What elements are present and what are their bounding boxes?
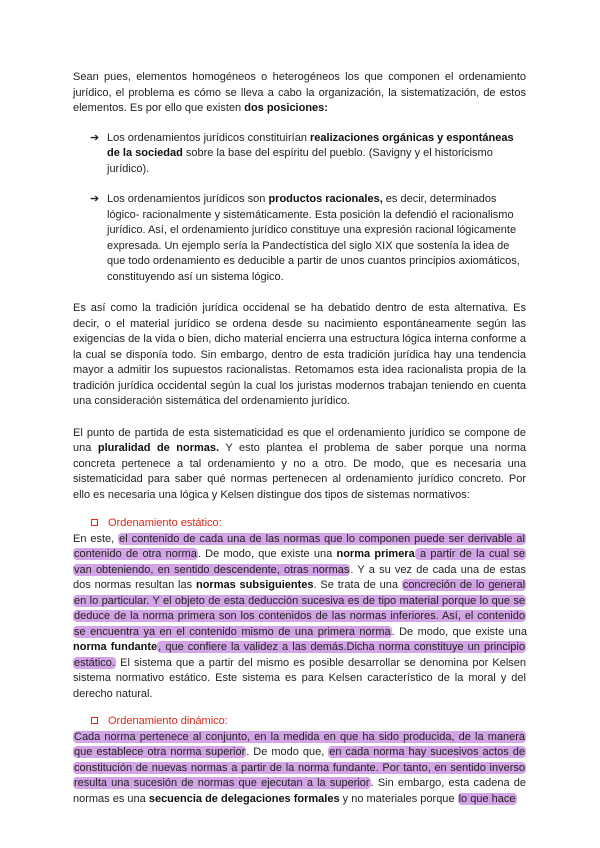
list-item: ➔ Los ordenamientos jurídicos son productos racionales, es decir, determinados lógico- racionalmente y sistemáticamente. Esta posición la defendió el racionalismo jurídico. Así, el ordenamiento jurídico constituye una expresión racional lógicamente expresada. Un ejemplo sería la Pandectística del siglo XIX que sostenía la idea de que todo ordenamiento es deducible a partir de unos cuantos principios axiomáticos, constituyendo así un sistema lógico. — [90, 193, 520, 283]
intro-paragraph: Sean pues, elementos homogéneos o heterogéneos los que componen el ordenamiento jurídico, el problema es cómo se lleva a cabo la organización, la sistematización, de estos elementos. Es por ello que existen dos posiciones: — [73, 71, 526, 114]
arrow-right-icon: ➔ — [90, 193, 100, 205]
positions-list — [73, 131, 526, 286]
highlight: , que confiere la validez a las demás.Dicha norma constituye un principio estático. — [74, 641, 525, 669]
highlight: en cada norma hay sucesivos actos de constitución de nuevas normas a partir de la norma fundante. Por tanto, en sentido inverso resulta una sucesión de normas que ejecutan a la superior — [74, 746, 525, 789]
highlight: concreción de lo general en lo particular. Y el objeto de esta deducción sucesiva es de tipo material porque lo que se deduce de la norma primera son los contenidos de las normas inferiores. Así, el contenido se encuentra ya en el contenido mismo de una primera norma — [74, 579, 526, 638]
dynamic-paragraph: Cada norma pertenece al conjunto, en la medida en que ha sido producida, de la manera que establece otra norma superior. De modo que, en cada norma hay sucesivos actos de constitución de nuevas normas a partir de la norma fundante. Por tanto, en sentido inverso resulta una sucesión de normas que ejecutan a la superior. Sin embargo, esta cadena de normas es una secuencia de delegaciones formales y no materiales porque lo que hace — [73, 730, 526, 805]
static-paragraph: En este, el contenido de cada una de las normas que lo componen puede ser derivable al contenido de otra norma. De modo, que existe una norma primera a partir de la cual se van obteniendo, en sentido descendente, otras normas. Y a su vez de cada una de estas dos normas resultan las normas subsiguientes. Se trata de una concreción de lo general en lo particular. Y el objeto de esta deducción sucesiva es de tipo material porque lo que se deduce de la norma primera son los contenidos de las normas inferiores. Así, el contenido se encuentra ya en el contenido mismo de una primera norma. De modo, que existe una norma fundante, que confiere la validez a las demás.Dicha norma constituye un principio estático. El sistema que a partir del mismo es posible desarrollar se denomina por Kelsen sistema normativo estático. Este sistema es para Kelsen característico de la moral y del derecho natural. — [73, 532, 527, 700]
highlight: Cada norma pertenece al conjunto, en la medida en que ha sido producida, de la manera que establece otra norma superior — [74, 730, 525, 758]
arrow-right-icon: ➔ — [90, 131, 100, 144]
highlight: a partir de la cual se van obteniendo, en sentido descendente, otras normas — [74, 548, 526, 576]
tradition-paragraph: Es así como la tradición jurídica occidenal se ha debatido dentro de esta alternativa. Es decir, o el material jurídico se ordena desde su nacimiento espontáneamente según las exigencias de la vida o bien, dicho material encierra una estructura lógica interna conforme a la cual se disponía todo. Sin embargo, dentro de esta tradición jurídica hay una tendencia mayor a admitir los supuestos racionalistas. Retomamos esta idea racionalista propia de la tradición jurídica occidental según la cual los juristas modernos trabajan teniendo en cuenta una consideración sistemática del ordenamiento jurídico. — [73, 302, 526, 407]
highlight: lo que hace — [458, 792, 516, 805]
checkbox-square-icon — [91, 717, 98, 724]
static-section-heading: Ordenamiento estático: — [73, 516, 526, 532]
systematicity-paragraph: El punto de partida de esta sistematicidad es que el ordenamiento jurídico se compone de una pluralidad de normas. Y esto plantea el problema de saber porque una norma concreta pertenece a tal ordenamiento y no a otro. De modo, que es necesaria una sistematicidad para saber qué normas pertenecen al ordenamiento jurídico concreto. Por ello es necesaria una lógica y Kelsen distingue dos tipos de sistemas normativos: — [73, 426, 526, 501]
highlight: el contenido de cada una de las normas que lo componen puede ser derivable al contenido de otra norma — [74, 532, 525, 560]
intro-bold: dos posiciones: — [244, 102, 328, 114]
checkbox-square-icon — [91, 519, 98, 526]
list-item: ➔ Los ordenamientos jurídicos constituirían realizaciones orgánicas y espontáneas de la sociedad sobre la base del espíritu del pueblo. (Savigny y el historicismo jurídico). — [90, 131, 514, 175]
dynamic-section-heading: Ordenamiento dinámico: — [73, 714, 526, 730]
